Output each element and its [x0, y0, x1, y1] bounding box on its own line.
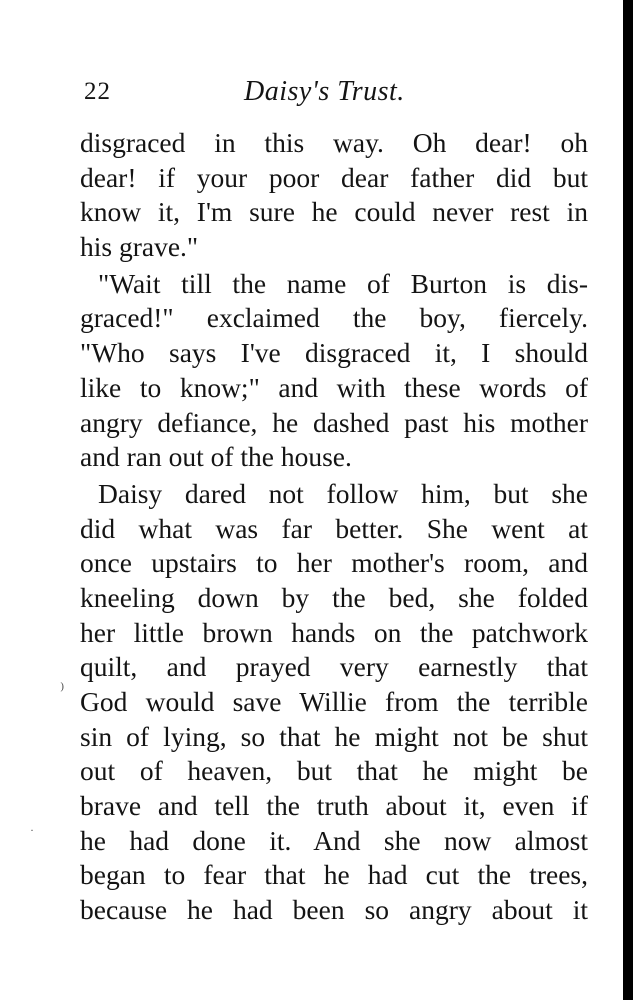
page-number: 22 — [84, 78, 111, 105]
text-line: he had done it. And she now almost — [80, 824, 588, 856]
text-line: "Who says I've disgraced it, I should — [80, 337, 588, 369]
text-line: like to know;" and with these words of — [80, 371, 588, 403]
text-line: began to fear that he had cut the trees, — [80, 859, 588, 891]
body-text — [80, 126, 588, 928]
text-line: brave and tell the truth about it, even if — [80, 790, 588, 822]
text-line: and ran out of the house. — [80, 441, 352, 473]
text-line: sin of lying, so that he might not be shut — [80, 720, 588, 752]
text-line: dear! if your poor dear father did but — [80, 161, 588, 193]
text-line: her little brown hands on the patchwork — [80, 616, 588, 648]
text-line: angry defiance, he dashed past his mother — [80, 406, 588, 438]
page-header — [84, 72, 590, 116]
margin-mark: ⁾ — [60, 680, 65, 700]
running-title: Daisy's Trust. — [244, 76, 405, 107]
margin-speck: · — [30, 823, 34, 837]
page-edge — [623, 0, 633, 1000]
text-line: because he had been so angry about it — [80, 894, 588, 926]
text-line: know it, I'm sure he could never rest in — [80, 196, 588, 228]
text-line: once upstairs to her mother's room, and — [80, 547, 588, 579]
text-line: did what was far better. She went at — [80, 512, 588, 544]
text-line: Daisy dared not follow him, but she — [98, 477, 588, 509]
text-line: God would save Willie from the terrible — [80, 686, 588, 717]
text-line: kneeling down by the bed, she folded — [80, 581, 588, 613]
text-line: out of heaven, but that he might be — [80, 755, 588, 787]
text-line: his grave." — [80, 231, 199, 263]
text-line: graced!" exclaimed the boy, fiercely. — [80, 302, 588, 334]
text-line: quilt, and prayed very earnestly that — [80, 651, 588, 683]
text-line: disgraced in this way. Oh dear! oh — [80, 127, 588, 158]
text-line: "Wait till the name of Burton is dis- — [98, 267, 588, 299]
